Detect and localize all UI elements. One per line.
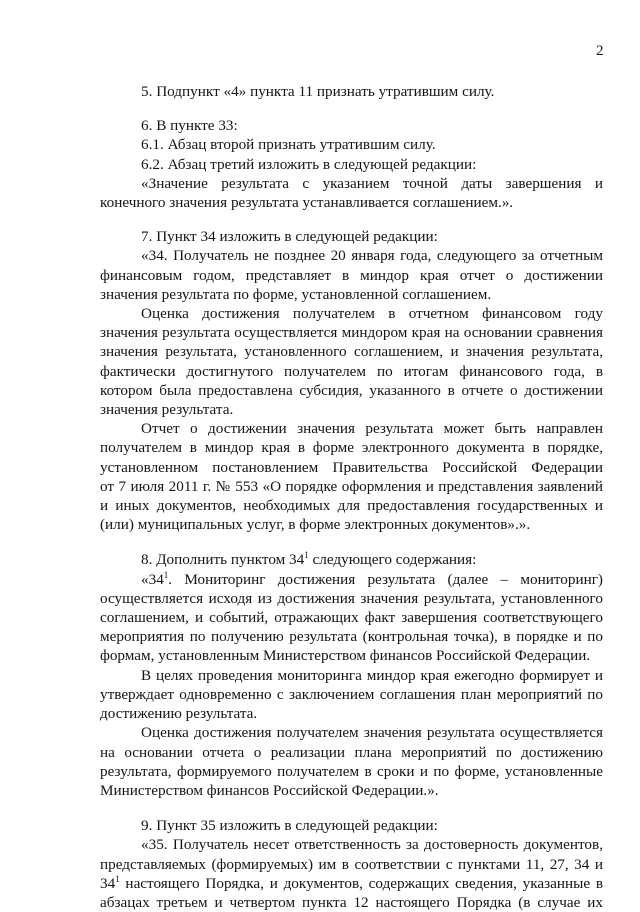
item-8-paragraph-2: В целях проведения мониторинга миндор края ежегодно формирует и утверждает одновременно с заключением соглашения план мероприятий по достижению результата. xyxy=(100,666,603,723)
superscript: 1 xyxy=(304,550,309,561)
item-7-paragraph-3-rest: от 7 июля 2011 г. № 553 «О порядке оформления и представления заявлений и иных документов, необходимых для предоставления государственных и (или) муниципальных услуг, в форме электронных документов».». xyxy=(100,477,603,534)
item-8-heading-text: 8. Дополнить пунктом 34 xyxy=(141,551,305,569)
item-6-1: 6.1. Абзац второй признать утратившим силу. xyxy=(141,136,436,154)
item-9-paragraph-1-tail: настоящего Порядка, и документов, содержащих сведения, указанные в абзацах третьем и четвертом пункта 12 настоящего Порядка (в случае их xyxy=(100,874,603,911)
superscript: 1 xyxy=(163,569,169,580)
item-5: 5. Подпункт «4» пункта 11 признать утратившим силу. xyxy=(141,83,495,100)
item-8-heading-tail: следующего содержания: xyxy=(308,551,477,569)
item-8-heading xyxy=(100,550,603,569)
item-7-paragraph-3 xyxy=(100,419,603,534)
item-9-paragraph-1 xyxy=(100,835,603,912)
item-9-heading: 9. Пункт 35 изложить в следующей редакции: xyxy=(141,817,438,835)
document-body xyxy=(100,82,603,912)
item-7-paragraph-1: «34. Получатель не позднее 20 января года, следующего за отчетным финансовым годом, представляет в миндор края отчет о достижении значения результата по форме, установленной соглашением. xyxy=(100,247,603,303)
item-6-2: 6.2. Абзац третий изложить в следующей редакции: xyxy=(141,155,477,173)
item-7-heading: 7. Пункт 34 изложить в следующей редакции: xyxy=(141,228,438,246)
item-7-paragraph-3-line: Отчет о достижении значения результата может быть направлен получателем в миндор края в форме электронного документа в порядке, установленном постановлением Правительства Российской Федерации xyxy=(100,420,603,476)
item-6-quote: «Значение результата с указанием точной даты завершения и конечного значения результата устанавливается соглашением.». xyxy=(100,174,603,212)
item-9-paragraph-1-text: «35. Получатель несет ответственность за достоверность документов, представляемых (формируемых) им в соответствии с пунктами 11, 27, 34 и 34 xyxy=(100,836,603,892)
item-8-paragraph-1 xyxy=(100,570,603,666)
item-6-heading: 6. В пункте 33: xyxy=(141,117,238,135)
item-8-paragraph-3: Оценка достижения получателем значения результата осуществляется на основании отчета о реализации плана мероприятий по достижению результата, формируемого получателем в сроки и по форме, установленные Министерством финансов Российской Федерации.». xyxy=(100,724,603,799)
item-7-paragraph-2: Оценка достижения получателем в отчетном финансовом году значения результата осуществляется миндором края на основании сравнения значения результата, установленного соглашением, и значения результата, фактически достигнутого получателем по итогам финансового года, в котором была предоставлена субсидия, указанного в отчете о достижении значения результата. xyxy=(100,305,603,419)
item-8-paragraph-1-text: . Мониторинг достижения результата (далее – мониторинг) осуществляется исходя из достижения значения результата, установленного соглашением, и событий, отражающих факт завершения соответствующего мероприятия по получению результата (контрольная точка), в порядке и по формам, установленным Министерством финансов Российской Федерации. xyxy=(100,570,603,665)
superscript: 1 xyxy=(115,873,120,884)
page-number: 2 xyxy=(596,43,604,59)
clause-number: «34 xyxy=(141,570,164,588)
